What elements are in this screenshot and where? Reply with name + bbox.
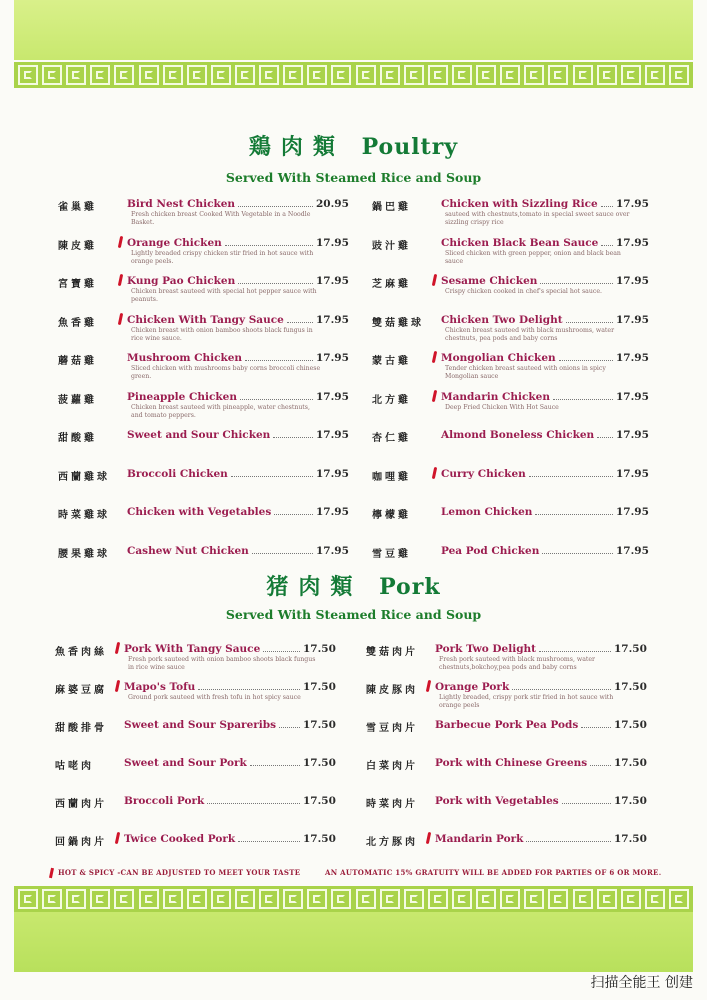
menu-item-price: 17.95 <box>316 467 349 480</box>
menu-item-description: Ground pork sauteed with fresh tofu in hot spicy sauce <box>128 694 301 701</box>
menu-item-price: 17.95 <box>616 467 649 480</box>
poultry-title-en: Poultry <box>361 134 459 160</box>
dot-leader <box>590 765 611 766</box>
pork-subtitle: Served With Steamed Rice and Soup <box>225 607 482 622</box>
menu-item <box>55 719 355 751</box>
fret-tile <box>548 889 568 909</box>
fret-tile <box>669 65 689 85</box>
dot-leader <box>601 206 613 207</box>
poultry-subtitle: Served With Steamed Rice and Soup <box>225 170 482 185</box>
menu-item <box>366 757 666 789</box>
menu-item-cn: 咖哩雞 <box>372 471 411 483</box>
fret-tile <box>187 65 207 85</box>
menu-item-price: 17.95 <box>316 352 349 364</box>
fret-tile <box>42 889 62 909</box>
menu-item-name: Lemon Chicken <box>441 506 533 518</box>
menu-item <box>372 429 672 461</box>
menu-item-name: Sesame Chicken <box>441 275 538 287</box>
menu-item-price: 17.50 <box>303 757 336 769</box>
menu-item-name: Broccoli Chicken <box>127 467 228 480</box>
menu-item-description: sauteed with chestnuts,tomato in special sweet sauce over sizzling crispy rice <box>445 211 630 226</box>
dot-leader <box>287 322 313 323</box>
gratuity-note: AN AUTOMATIC 15% GRATUITY WILL BE ADDED FOR PARTIES OF 6 OR MORE. <box>325 868 662 877</box>
fret-tile <box>331 889 351 909</box>
menu-item-description: Deep Fried Chicken With Hot Sauce <box>445 403 559 411</box>
dot-leader <box>198 689 300 690</box>
bottom-fret-border <box>14 886 693 912</box>
fret-tile <box>524 65 544 85</box>
menu-item <box>372 391 672 423</box>
menu-item-cn: 甜酸排骨 <box>55 723 107 734</box>
menu-item-cn: 杏仁雞 <box>372 433 411 444</box>
dot-leader <box>245 360 313 361</box>
menu-item <box>372 468 672 500</box>
dot-leader <box>207 803 300 804</box>
menu-item-cn: 雙菇雞球 <box>372 317 424 329</box>
fret-tile <box>187 889 207 909</box>
bottom-green-band <box>14 912 693 972</box>
menu-item-price: 17.95 <box>616 275 649 287</box>
fret-tile <box>669 889 689 909</box>
menu-item-price: 17.95 <box>616 198 649 210</box>
fret-tile <box>404 889 424 909</box>
menu-item-name: Chicken with Vegetables <box>127 506 272 518</box>
menu-item-cn: 蘑菇雞 <box>58 356 97 367</box>
fret-tile <box>500 65 520 85</box>
fret-tile <box>163 65 183 85</box>
dot-leader <box>553 399 613 400</box>
menu-item-description: Chicken breast with onion bamboo shoots black fungus in rice wine sauce. <box>131 326 313 342</box>
menu-item-price: 17.95 <box>616 506 649 518</box>
menu-item <box>366 681 666 713</box>
fret-tile <box>548 65 568 85</box>
dot-leader <box>240 399 313 400</box>
dot-leader <box>535 514 613 515</box>
pork-section-title <box>0 570 707 601</box>
menu-item-price: 17.95 <box>316 544 349 557</box>
menu-item-name: Almond Boneless Chicken <box>441 429 595 441</box>
fret-tile <box>90 889 110 909</box>
menu-item-cn: 麻婆豆腐 <box>55 685 107 696</box>
fret-tile <box>331 65 351 85</box>
menu-item <box>58 352 358 384</box>
dot-leader <box>540 283 613 284</box>
menu-item <box>58 468 358 500</box>
menu-item-description: Chicken breast sauteed with black mushrooms, water chestnuts, pea pods and baby corns <box>445 326 615 342</box>
menu-item-description: Tender chicken breast sauteed with onions in spicy Mongolian sauce <box>445 365 606 380</box>
fret-tile <box>645 65 665 85</box>
dot-leader <box>273 437 313 438</box>
dot-leader <box>542 553 613 554</box>
menu-item-description: Fresh chicken breast Cooked With Vegetable in a Noodle Basket. <box>131 211 311 226</box>
menu-item-name: Mapo's Tofu <box>124 681 196 693</box>
menu-item-cn: 陳皮雞 <box>58 240 97 252</box>
menu-item <box>55 681 355 713</box>
menu-item <box>58 275 358 307</box>
fret-tile <box>404 65 424 85</box>
fret-tile <box>645 889 665 909</box>
dot-leader <box>252 553 313 554</box>
fret-tile <box>139 889 159 909</box>
menu-item-cn: 鍋巴雞 <box>372 202 411 213</box>
menu-item <box>372 506 672 538</box>
fret-tile <box>597 65 617 85</box>
fret-tile <box>428 889 448 909</box>
menu-item-cn: 時菜雞球 <box>58 510 110 521</box>
poultry-title-cn: 鶏肉類 <box>248 134 345 160</box>
menu-item-name: Mandarin Pork <box>435 833 524 845</box>
dot-leader <box>231 476 313 477</box>
menu-item-cn: 陳皮豚肉 <box>366 685 418 696</box>
menu-item <box>372 275 672 307</box>
fret-tile <box>573 889 593 909</box>
dot-leader <box>597 437 613 438</box>
menu-item-price: 17.50 <box>303 795 336 807</box>
menu-item-name: Mandarin Chicken <box>441 390 550 403</box>
menu-item-description: Sliced chicken with mushrooms baby corns broccoli chinese green. <box>131 365 321 380</box>
fret-tile <box>18 65 38 85</box>
fret-tile <box>66 889 86 909</box>
dot-leader <box>263 651 300 652</box>
menu-item-cn: 菠蘿雞 <box>58 394 97 406</box>
fret-tile <box>66 65 86 85</box>
menu-item-cn: 北方雞 <box>372 394 411 406</box>
menu-item <box>372 314 672 346</box>
fret-tile <box>114 889 134 909</box>
menu-item-name: Sweet and Sour Spareribs <box>124 719 277 731</box>
menu-item-price: 17.95 <box>316 236 349 249</box>
fret-tile <box>90 65 110 85</box>
menu-item-cn: 咕咾肉 <box>55 761 94 772</box>
menu-item-price: 17.50 <box>614 833 647 845</box>
menu-item-name: Twice Cooked Pork <box>124 833 236 845</box>
pork-title-cn: 猪肉類 <box>266 574 363 600</box>
menu-item-name: Broccoli Pork <box>124 795 205 807</box>
fret-tile <box>211 889 231 909</box>
menu-item-cn: 蒙古雞 <box>372 356 411 367</box>
dot-leader <box>238 206 313 207</box>
menu-item-cn: 雪豆肉片 <box>366 723 418 734</box>
dot-leader <box>238 841 300 842</box>
menu-item-description: Crispy chicken cooked in chef's special hot sauce. <box>445 288 602 295</box>
top-green-band <box>14 0 693 60</box>
menu-item-name: Orange Chicken <box>127 236 222 249</box>
menu-item-name: Pea Pod Chicken <box>441 544 540 557</box>
menu-item-cn: 雙菇肉片 <box>366 647 418 658</box>
menu-item-price: 17.50 <box>614 719 647 731</box>
spicy-note: HOT & SPICY -CAN BE ADJUSTED TO MEET YOUR TASTE <box>58 868 301 877</box>
dot-leader <box>250 765 300 766</box>
menu-item-name: Cashew Nut Chicken <box>127 544 249 557</box>
fret-tile <box>283 65 303 85</box>
menu-item-price: 17.95 <box>316 390 349 403</box>
menu-item-price: 17.50 <box>614 795 647 807</box>
menu-item-price: 17.50 <box>303 643 336 655</box>
menu-item <box>58 314 358 346</box>
menu-item <box>366 795 666 827</box>
fret-tile <box>621 65 641 85</box>
fret-tile <box>428 65 448 85</box>
menu-item <box>55 795 355 827</box>
menu-item-price: 17.95 <box>616 544 649 557</box>
fret-tile <box>356 889 376 909</box>
fret-tile <box>476 65 496 85</box>
fret-tile <box>283 889 303 909</box>
menu-item-price: 17.95 <box>316 313 349 326</box>
menu-item <box>366 719 666 751</box>
top-fret-border <box>14 62 693 88</box>
menu-item-name: Barbecue Pork Pea Pods <box>435 719 579 731</box>
dot-leader <box>512 689 611 690</box>
menu-item-description: Chicken breast sauteed with special hot pepper sauce with peanuts. <box>131 288 317 303</box>
menu-item-cn: 時菜肉片 <box>366 799 418 810</box>
pepper-icon <box>49 868 54 878</box>
menu-item-description: Lightly breaded crispy chicken stir fried in hot sauce with orange peels. <box>131 249 314 265</box>
dot-leader <box>225 245 313 246</box>
dot-leader <box>279 727 300 728</box>
menu-item-name: Pineapple Chicken <box>127 390 237 403</box>
menu-item-cn: 雪豆雞 <box>372 548 411 560</box>
menu-item-price: 17.95 <box>616 429 649 441</box>
dot-leader <box>529 476 613 477</box>
menu-item-price: 17.95 <box>316 506 349 518</box>
fret-tile <box>235 889 255 909</box>
menu-item-description: Chicken breast sauteed with pineapple, water chestnuts, and tomato peppers. <box>131 403 310 419</box>
dot-leader <box>601 245 613 246</box>
menu-item-price: 17.95 <box>316 429 349 441</box>
fret-tile <box>597 889 617 909</box>
menu-item-cn: 甜酸雞 <box>58 433 97 444</box>
menu-item <box>58 237 358 269</box>
menu-item-name: Pork Two Delight <box>435 643 537 655</box>
menu-item-price: 17.50 <box>614 757 647 769</box>
fret-tile <box>573 65 593 85</box>
menu-item-price: 17.50 <box>614 681 647 693</box>
dot-leader <box>274 514 313 515</box>
fret-tile <box>259 65 279 85</box>
menu-item-name: Sweet and Sour Chicken <box>127 429 271 441</box>
dot-leader <box>562 803 611 804</box>
dot-leader <box>539 651 611 652</box>
menu-item-cn: 豉汁雞 <box>372 240 411 252</box>
poultry-section-title <box>0 130 707 161</box>
menu-item <box>58 198 358 230</box>
menu-item-cn: 西蘭肉片 <box>55 799 107 810</box>
menu-item <box>366 833 666 865</box>
menu-item-name: Kung Pao Chicken <box>127 275 236 287</box>
menu-item-name: Bird Nest Chicken <box>127 198 236 210</box>
menu-item-price: 17.95 <box>316 275 349 287</box>
menu-item <box>55 643 355 675</box>
menu-item-price: 17.50 <box>303 719 336 731</box>
fret-tile <box>235 65 255 85</box>
fret-tile <box>500 889 520 909</box>
menu-item-price: 17.95 <box>616 390 649 403</box>
fret-tile <box>524 889 544 909</box>
menu-item <box>58 506 358 538</box>
menu-item-name: Chicken Two Delight <box>441 313 563 326</box>
dot-leader <box>581 727 611 728</box>
menu-item-name: Chicken Black Bean Sauce <box>441 236 599 249</box>
menu-item-cn: 腰果雞球 <box>58 548 110 560</box>
dot-leader <box>566 322 613 323</box>
menu-item <box>58 429 358 461</box>
fret-tile <box>139 65 159 85</box>
menu-item-price: 17.95 <box>616 313 649 326</box>
menu-item-price: 17.95 <box>616 352 649 364</box>
fret-tile <box>476 889 496 909</box>
fret-tile <box>356 65 376 85</box>
fret-tile <box>163 889 183 909</box>
menu-item-description: Lightly breaded, crispy pork stir fried in hot sauce with orange peels <box>439 694 614 709</box>
menu-item-cn: 北方豚肉 <box>366 837 418 848</box>
dot-leader <box>559 360 613 361</box>
menu-item-name: Mongolian Chicken <box>441 352 556 364</box>
menu-item <box>55 833 355 865</box>
fret-tile <box>211 65 231 85</box>
menu-item-price: 17.50 <box>614 643 647 655</box>
fret-tile <box>380 65 400 85</box>
menu-item-name: Sweet and Sour Pork <box>124 757 247 769</box>
menu-item-cn: 雀巢雞 <box>58 202 97 213</box>
menu-item <box>55 757 355 789</box>
menu-item-name: Chicken With Tangy Sauce <box>127 313 284 326</box>
menu-item-cn: 西蘭雞球 <box>58 471 110 483</box>
menu-item <box>58 391 358 423</box>
menu-item-cn: 魚香雞 <box>58 317 97 329</box>
fret-tile <box>452 65 472 85</box>
menu-item-name: Orange Pork <box>435 681 510 693</box>
menu-item <box>372 237 672 269</box>
dot-leader <box>526 841 611 842</box>
menu-item-cn: 魚香肉絲 <box>55 647 107 658</box>
fret-tile <box>18 889 38 909</box>
scanner-watermark: 扫描全能王 创建 <box>590 975 693 991</box>
menu-item-name: Pork with Vegetables <box>435 795 559 807</box>
menu-item-cn: 白菜肉片 <box>366 761 418 772</box>
menu-item-description: Sliced chicken with green pepper, onion and black bean sauce <box>445 249 621 265</box>
menu-item <box>372 352 672 384</box>
menu-item-cn: 芝麻雞 <box>372 279 411 290</box>
menu-item <box>366 643 666 675</box>
menu-item <box>372 198 672 230</box>
menu-item-name: Pork With Tangy Sauce <box>124 643 261 655</box>
fret-tile <box>114 65 134 85</box>
menu-item-cn: 檸檬雞 <box>372 510 411 521</box>
menu-item-description: Fresh pork sauteed with onion bamboo shoots black fungus in rice wine sauce <box>128 656 316 671</box>
menu-item-name: Chicken with Sizzling Rice <box>441 198 598 210</box>
fret-tile <box>380 889 400 909</box>
fret-tile <box>452 889 472 909</box>
menu-item-name: Pork with Chinese Greens <box>435 757 588 769</box>
pork-title-en: Pork <box>379 574 441 600</box>
menu-item-price: 17.95 <box>616 236 649 249</box>
menu-item-price: 17.50 <box>303 833 336 845</box>
fret-tile <box>621 889 641 909</box>
fret-tile <box>307 65 327 85</box>
menu-item-name: Curry Chicken <box>441 467 526 480</box>
dot-leader <box>238 283 313 284</box>
menu-item-price: 20.95 <box>316 198 349 210</box>
fret-tile <box>307 889 327 909</box>
fret-tile <box>42 65 62 85</box>
menu-item-description: Fresh pork sauteed with black mushrooms, water chestnuts,bokchoy,pea pods and baby corns <box>439 656 595 671</box>
menu-item-cn: 回鍋肉片 <box>55 837 107 848</box>
menu-item-price: 17.50 <box>303 681 336 693</box>
menu-item-name: Mushroom Chicken <box>127 352 243 364</box>
menu-item-cn: 宮寶雞 <box>58 279 97 290</box>
fret-tile <box>259 889 279 909</box>
